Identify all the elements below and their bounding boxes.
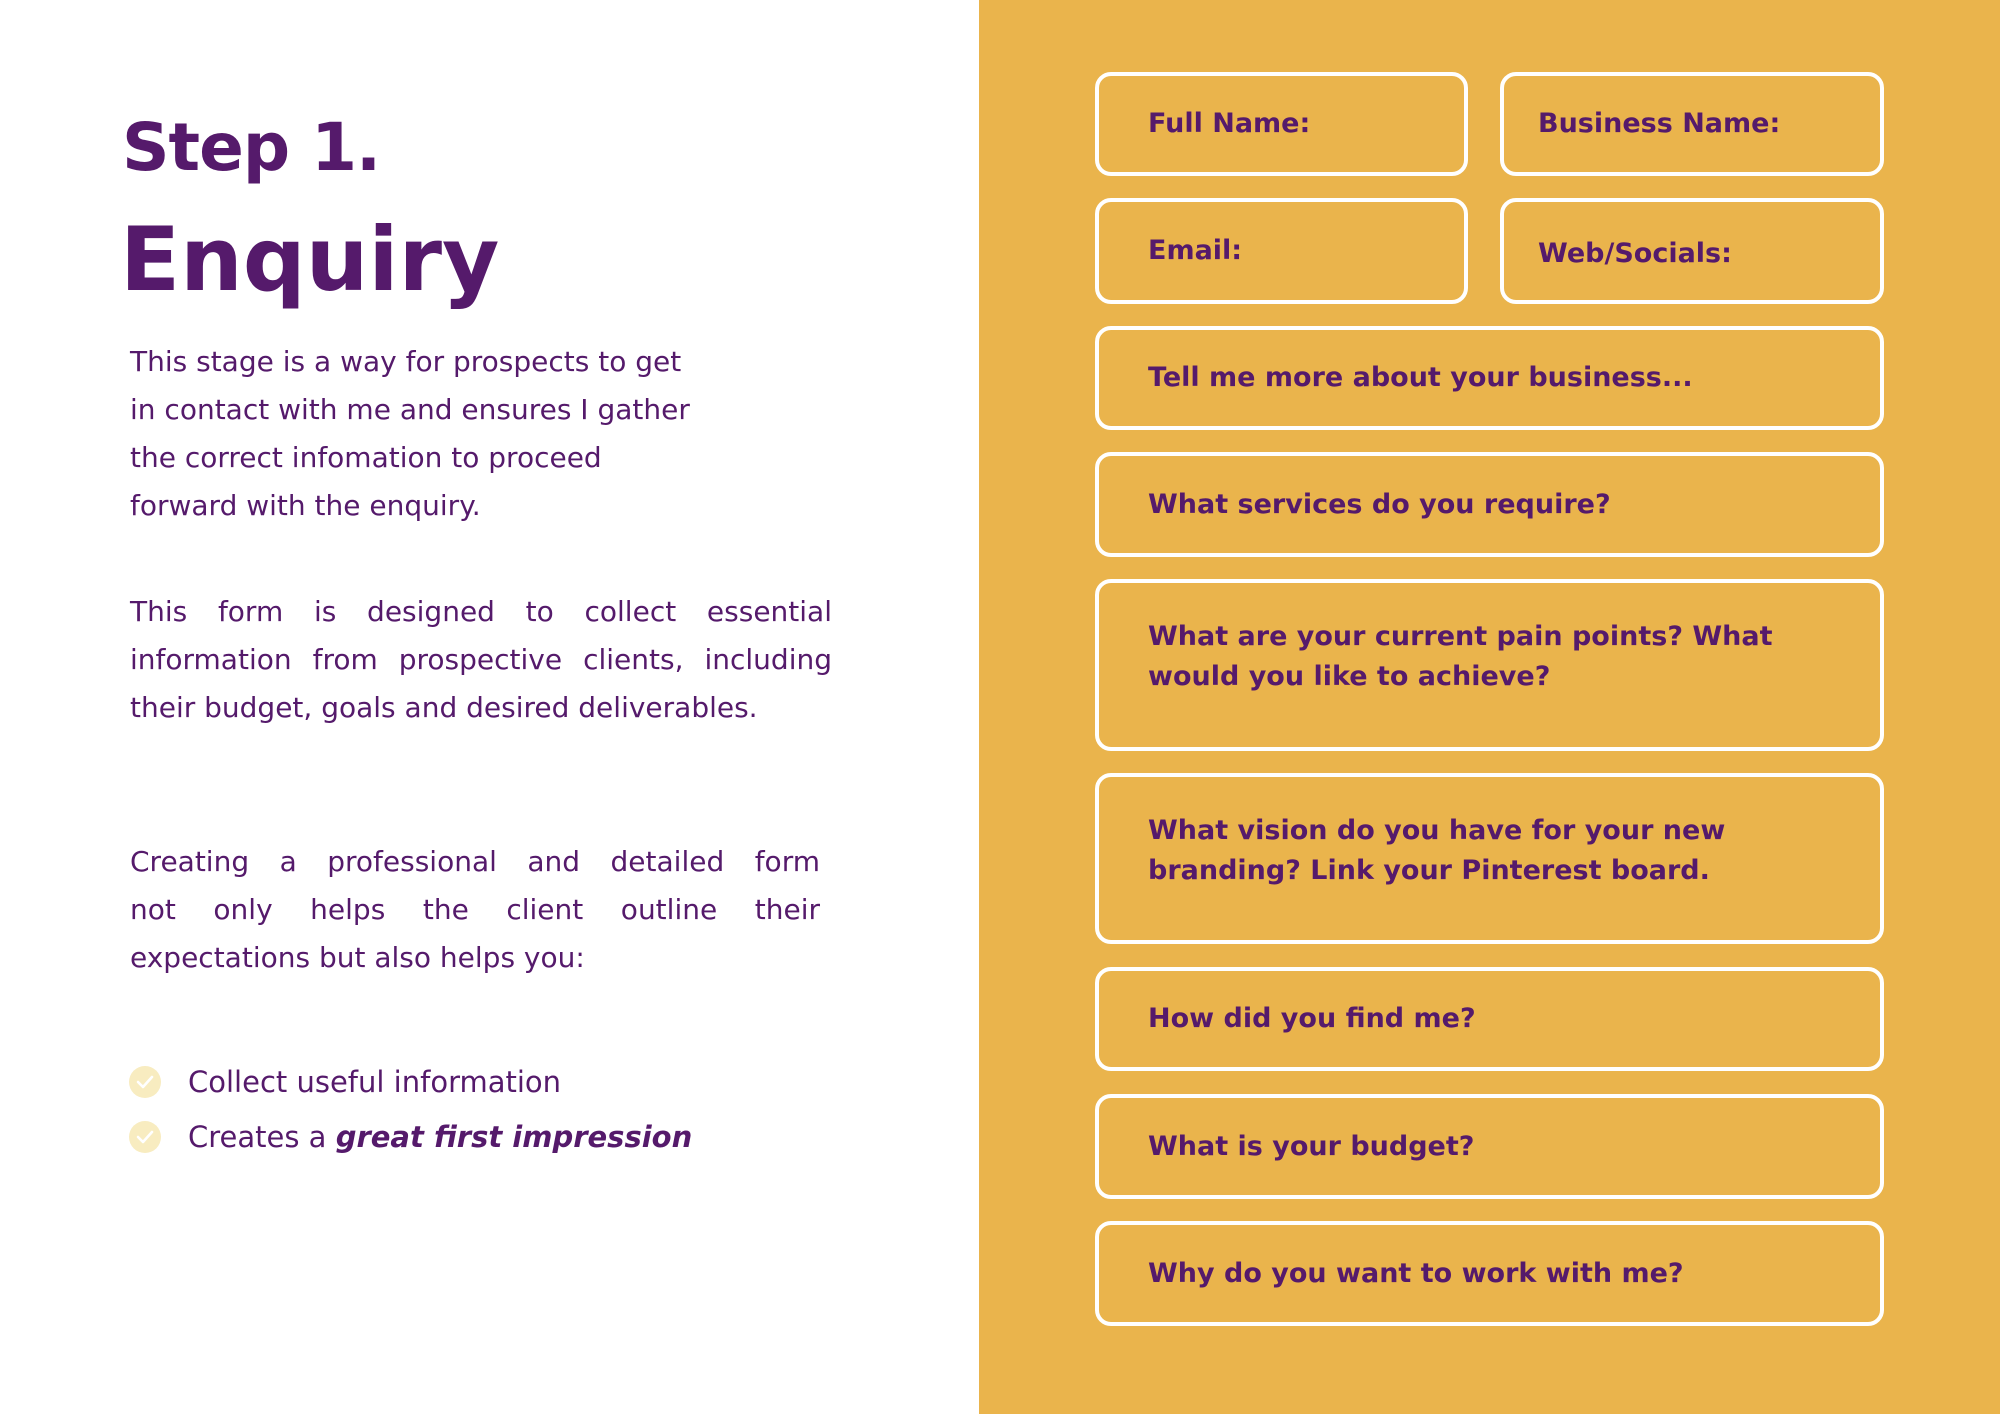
page-title: Enquiry	[120, 208, 500, 311]
paragraph-line: Creating a professional and detailed form	[130, 845, 820, 878]
step-label: Step 1.	[122, 109, 381, 186]
benefits-list	[129, 1054, 692, 1164]
benefits-intro-paragraph	[130, 838, 820, 982]
label-line: would you like to achieve?	[1148, 661, 1551, 692]
services-label: What services do you require?	[1148, 488, 1611, 520]
budget-label: What is your budget?	[1148, 1130, 1475, 1162]
label-line: branding? Link your Pinterest board.	[1148, 855, 1710, 886]
services-field[interactable]	[1095, 452, 1884, 557]
vision-field[interactable]	[1095, 773, 1884, 944]
paragraph-line: This form is designed to collect essential	[130, 595, 832, 628]
benefit-item	[129, 1054, 692, 1109]
check-circle-icon	[129, 1121, 161, 1153]
form-purpose-paragraph	[130, 588, 832, 732]
business-name-label: Business Name:	[1538, 108, 1781, 139]
paragraph-line: This stage is a way for prospects to get	[130, 345, 682, 378]
budget-field[interactable]	[1095, 1094, 1884, 1199]
paragraph-line: their budget, goals and desired deliverables.	[130, 691, 758, 724]
full-name-field[interactable]	[1095, 72, 1468, 176]
intro-paragraph	[130, 338, 750, 530]
label-line: What are your current pain points? What	[1148, 621, 1773, 652]
intro-panel	[0, 0, 979, 1414]
check-circle-icon	[129, 1066, 161, 1098]
full-name-label: Full Name:	[1148, 108, 1311, 139]
pain-points-label	[1148, 617, 1773, 697]
web-socials-label: Web/Socials:	[1538, 238, 1732, 269]
benefit-text	[188, 1120, 692, 1154]
email-field[interactable]	[1095, 198, 1468, 304]
paragraph-line: the correct infomation to proceed	[130, 441, 602, 474]
email-label: Email:	[1148, 235, 1243, 266]
paragraph-line: forward with the enquiry.	[130, 489, 481, 522]
paragraph-line: in contact with me and ensures I gather	[130, 393, 690, 426]
pain-points-field[interactable]	[1095, 579, 1884, 751]
benefit-emphasis: great first impression	[335, 1119, 693, 1154]
business-name-field[interactable]	[1500, 72, 1884, 176]
benefit-item	[129, 1109, 692, 1164]
benefit-text: Collect useful information	[188, 1064, 562, 1099]
why-work-field[interactable]	[1095, 1221, 1884, 1326]
label-line: What vision do you have for your new	[1148, 815, 1726, 846]
find-me-label: How did you find me?	[1148, 1003, 1476, 1034]
web-socials-field[interactable]	[1500, 198, 1884, 304]
paragraph-line: information from prospective clients, including	[130, 643, 832, 676]
benefit-text-plain: Creates a	[188, 1119, 336, 1154]
find-me-field[interactable]	[1095, 967, 1884, 1071]
why-work-label: Why do you want to work with me?	[1148, 1257, 1684, 1289]
paragraph-line: not only helps the client outline their	[130, 893, 820, 926]
paragraph-line: expectations but also helps you:	[130, 941, 585, 974]
about-business-label: Tell me more about your business...	[1148, 362, 1693, 393]
vision-label	[1148, 811, 1725, 891]
about-business-field[interactable]	[1095, 326, 1884, 430]
